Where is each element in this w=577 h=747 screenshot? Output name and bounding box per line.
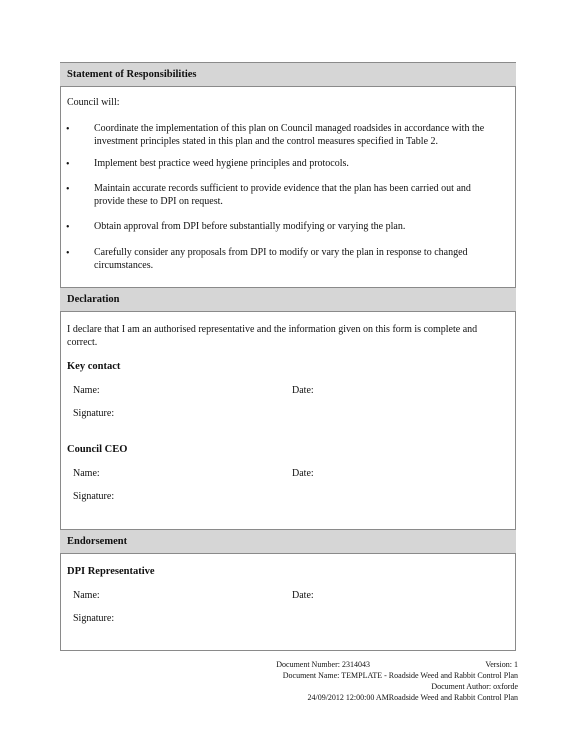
bullet-symbol: •: [66, 222, 70, 233]
declaration-heading: Declaration: [60, 287, 516, 312]
list-item: Carefully consider any proposals from DPI to modify or vary the plan in response to changed circumstances.: [94, 247, 468, 271]
list-item: Maintain accurate records sufficient to provide evidence that the plan has been carried out and provide these to DPI on request.: [94, 183, 471, 207]
key-contact-name-label: Name:: [73, 385, 100, 396]
list-item: Obtain approval from DPI before substantially modifying or varying the plan.: [94, 221, 406, 232]
key-contact-date-label: Date:: [292, 385, 314, 396]
bullet-symbol: •: [66, 248, 70, 259]
bullet-symbol: •: [66, 184, 70, 195]
dpi-rep-name-label: Name:: [73, 590, 100, 601]
council-ceo-title: Council CEO: [67, 444, 128, 455]
responsibilities-heading: Statement of Responsibilities: [60, 62, 516, 87]
council-ceo-name-label: Name:: [73, 468, 100, 479]
dpi-rep-date-label: Date:: [292, 590, 314, 601]
key-contact-title: Key contact: [67, 361, 121, 372]
bullet-symbol: •: [66, 159, 70, 170]
council-ceo-date-label: Date:: [292, 468, 314, 479]
bullet-symbol: •: [66, 124, 70, 135]
dpi-rep-signature-label: Signature:: [73, 613, 115, 624]
list-item: Coordinate the implementation of this plan on Council managed roadsides in accordance with the investment principles stated in this plan and the control measures specified in Table 2.: [94, 123, 485, 147]
responsibilities-intro: Council will:: [67, 97, 120, 108]
footer-author: Document Author: oxforde: [431, 682, 518, 691]
endorsement-heading: Endorsement: [60, 529, 516, 554]
council-ceo-signature-label: Signature:: [73, 491, 115, 502]
footer-doc-name: Document Name: TEMPLATE - Roadside Weed and Rabbit Control Plan: [282, 671, 518, 680]
dpi-rep-title: DPI Representative: [67, 566, 155, 577]
declaration-statement: I declare that I am an authorised representative and the information given on this form is complete and correct.: [67, 324, 478, 348]
footer-timestamp: 24/09/2012 12:00:00 AMRoadside Weed and Rabbit Control Plan: [307, 693, 518, 702]
form-frame: [60, 62, 516, 651]
footer-doc-number: Document Number: 2314043: [276, 660, 370, 669]
key-contact-signature-label: Signature:: [73, 408, 115, 419]
list-item: Implement best practice weed hygiene principles and protocols.: [94, 158, 349, 169]
footer-version: Version: 1: [485, 660, 518, 669]
